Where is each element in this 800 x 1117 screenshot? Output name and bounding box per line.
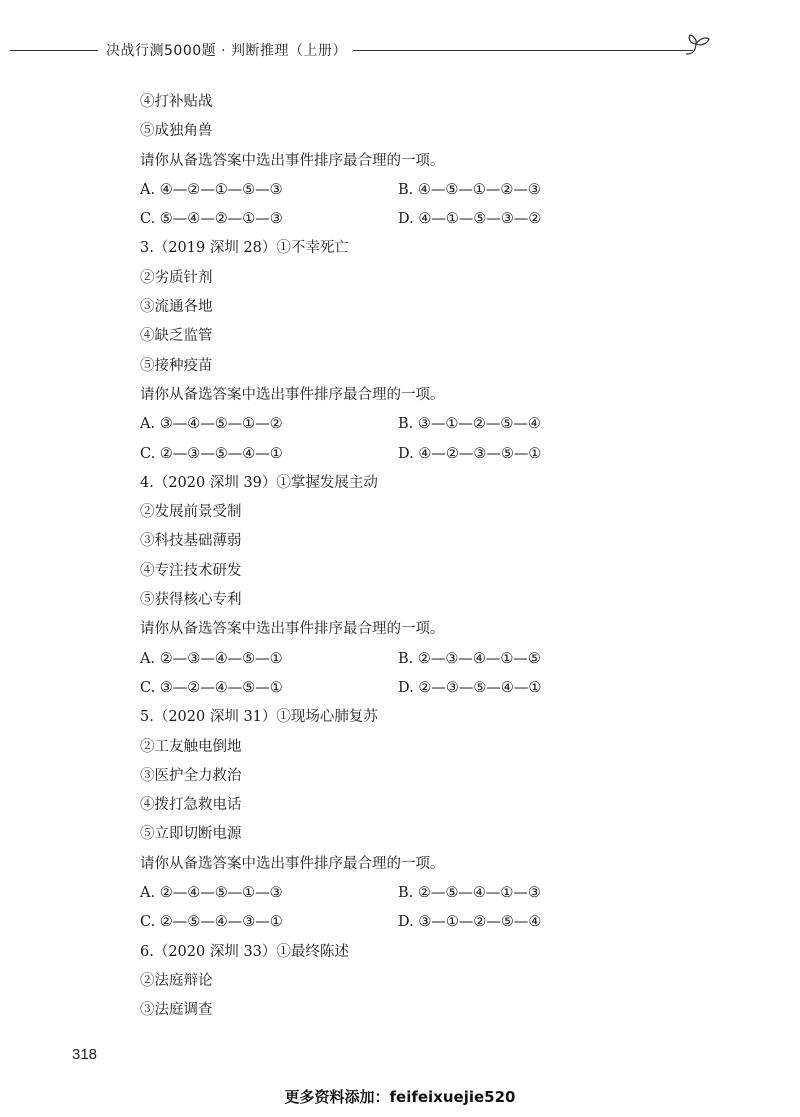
option-left: C. ⑤—④—②—①—③ [140,211,283,228]
text-line: ②发展前景受制 [140,504,242,521]
option-left: A. ④—②—①—⑤—③ [140,181,283,198]
header-rule-left [10,50,98,51]
text-line: ③医护全力救治 [140,767,242,784]
option-left: A. ②—④—⑤—①—③ [140,885,283,902]
sprout-icon [682,32,712,60]
running-header [10,38,710,62]
option-left: A. ③—④—⑤—①—② [140,416,283,433]
option-right: D. ③—①—②—⑤—④ [398,914,542,931]
text-line: 3.（2019 深圳 28）①不幸死亡 [140,240,349,257]
option-right: D. ②—③—⑤—④—① [398,679,542,696]
option-right: D. ④—②—③—⑤—① [398,445,542,462]
text-line: 5.（2020 深圳 31）①现场心肺复苏 [140,709,378,726]
header-rule-right [353,50,693,51]
text-line: 请你从备选答案中选出事件排序最合理的一项。 [140,386,445,403]
text-line: 6.（2020 深圳 33）①最终陈述 [140,943,349,960]
text-line: ②法庭辩论 [140,972,213,989]
options-row [140,908,700,937]
options-row [140,674,700,703]
text-line: ②工友触电倒地 [140,738,242,755]
text-line: ②劣质针剂 [140,269,213,286]
option-right: D. ④—①—⑤—③—② [398,211,542,228]
text-line: ③流通各地 [140,299,213,316]
options-row [140,410,700,439]
options-row [140,205,700,234]
text-line: ③法庭调查 [140,1002,213,1019]
option-left: A. ②—③—④—⑤—① [140,650,283,667]
text-line: ③科技基础薄弱 [140,533,242,550]
text-line: 4.（2020 深圳 39）①掌握发展主动 [140,474,378,491]
text-line: ④打补贴战 [140,94,213,110]
option-left: C. ②—⑤—④—③—① [140,914,283,931]
text-line: ④拨打急救电话 [140,797,242,814]
header-title: 决战行测5000题 · 判断推理（上册） [106,43,347,59]
text-line: ④缺乏监管 [140,328,213,345]
option-left: C. ②—③—⑤—④—① [140,445,283,462]
text-line: ⑤接种疫苗 [140,357,213,374]
text-line: ⑤获得核心专利 [140,592,242,609]
text-line: 请你从备选答案中选出事件排序最合理的一项。 [140,621,445,638]
text-line: ⑤成独角兽 [140,123,213,140]
text-line: ④专注技术研发 [140,562,242,579]
options-row [140,440,700,469]
option-right: B. ②—③—④—①—⑤ [398,650,541,667]
page-number: 318 [72,1046,98,1063]
question-content [140,88,700,1026]
option-right: B. ②—⑤—④—①—③ [398,885,541,902]
options-row [140,645,700,674]
text-line: 请你从备选答案中选出事件排序最合理的一项。 [140,152,445,169]
text-line: 请你从备选答案中选出事件排序最合理的一项。 [140,855,445,872]
footer-note: 更多资料添加：feifeixuejie520 [284,1088,516,1106]
options-row [140,176,700,205]
option-right: B. ③—①—②—⑤—④ [398,416,541,433]
option-right: B. ④—⑤—①—②—③ [398,181,541,198]
option-left: C. ③—②—④—⑤—① [140,679,283,696]
text-line: ⑤立即切断电源 [140,826,242,843]
options-row [140,879,700,908]
